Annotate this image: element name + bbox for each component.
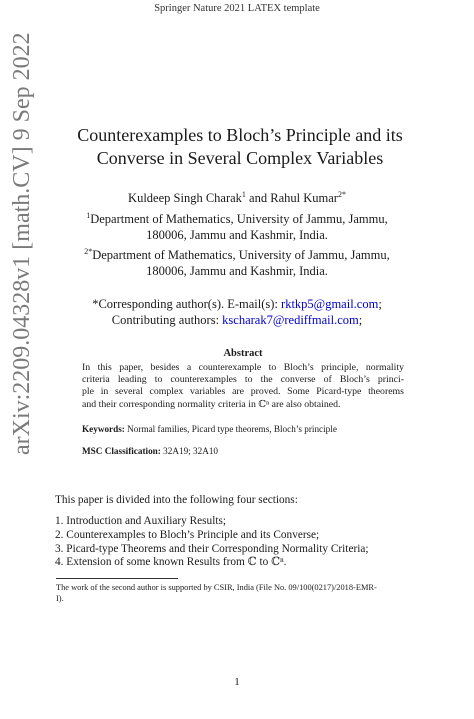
- title-line-2: Converse in Several Complex Variables: [96, 148, 384, 168]
- page-number: 1: [234, 676, 240, 688]
- contributing-authors-line: [0, 312, 474, 328]
- author-name: Kuldeep Singh Charak: [128, 191, 242, 205]
- keywords: [82, 424, 422, 434]
- msc-label: MSC Classification:: [82, 446, 161, 456]
- affiliation: [0, 247, 474, 279]
- arxiv-identifier: arXiv:2209.04328v1 [math.CV] 9 Sep 2022: [9, 32, 35, 455]
- corresponding-email-link[interactable]: rktkp5@gmail.com: [281, 297, 379, 311]
- author-list: [0, 191, 474, 206]
- footnote: [56, 583, 424, 604]
- contributing-label: Contributing authors:: [111, 313, 223, 327]
- abstract-line: criteria leading to counterexamples to the converse of Bloch’s princi-: [82, 374, 404, 386]
- affiliation-mark: 1: [241, 189, 246, 199]
- affiliation-line: 180006, Jammu and Kashmir, India.: [146, 228, 328, 242]
- affiliation-mark: 2*: [337, 189, 346, 199]
- section-list: [55, 515, 435, 570]
- footnote-line: The work of the second author is supported by CSIR, India (File No. 09/100(0217)/2018-EMR-: [56, 583, 377, 592]
- abstract-line: ple in several complex variables are proved. Some Picard-type theorems: [82, 386, 404, 398]
- abstract: [82, 348, 404, 411]
- msc-classification: [82, 446, 422, 456]
- section-item: 1. Introduction and Auxiliary Results;: [55, 515, 227, 527]
- affiliation: [0, 211, 474, 243]
- punctuation: ;: [378, 297, 382, 311]
- author-conjunction: and: [245, 191, 271, 205]
- keywords-label: Keywords:: [82, 424, 125, 434]
- corresponding-label: *Corresponding author(s). E-mail(s):: [92, 297, 282, 311]
- affiliation-mark: 1: [86, 210, 91, 220]
- affiliation-line: 180006, Jammu and Kashmir, India.: [146, 264, 328, 278]
- section-item: 3. Picard-type Theorems and their Corresponding Normality Criteria;: [55, 542, 369, 555]
- punctuation: ;: [358, 313, 363, 327]
- abstract-heading: Abstract: [223, 348, 263, 359]
- title-line-1: Counterexamples to Bloch’s Principle and its: [77, 125, 403, 145]
- section-item: 4. Extension of some known Results from ℂ to ℂⁿ.: [55, 556, 287, 569]
- running-head: Springer Nature 2021 LATEX template: [154, 3, 320, 14]
- contact-info: [0, 296, 474, 328]
- contributing-email-link[interactable]: kscharak7@rediffmail.com: [222, 313, 359, 327]
- footnote-divider: [56, 578, 178, 579]
- paper-title: [50, 124, 430, 170]
- msc-text: 32A19; 32A10: [160, 446, 219, 456]
- footnote-line: I).: [56, 593, 64, 603]
- affiliation-line: Department of Mathematics, University of Jammu, Jammu,: [90, 212, 388, 226]
- keywords-text: Normal families, Picard type theorems, Bloch’s principle: [124, 424, 337, 434]
- affiliation-list: [0, 211, 474, 283]
- abstract-line: and their corresponding normality criteria in ℂⁿ are also obtained.: [82, 398, 341, 410]
- affiliation-mark: 2*: [84, 246, 93, 256]
- intro-paragraph: This paper is divided into the following four sections:: [55, 494, 298, 506]
- affiliation-line: Department of Mathematics, University of Jammu, Jammu,: [92, 248, 390, 262]
- abstract-text: [82, 362, 404, 411]
- abstract-line: In this paper, besides a counterexample to Bloch’s principle, normality: [82, 362, 404, 373]
- section-item: 2. Counterexamples to Bloch’s Principle and its Converse;: [55, 528, 320, 541]
- corresponding-author-line: [0, 296, 474, 312]
- author-name: Rahul Kumar: [270, 191, 338, 205]
